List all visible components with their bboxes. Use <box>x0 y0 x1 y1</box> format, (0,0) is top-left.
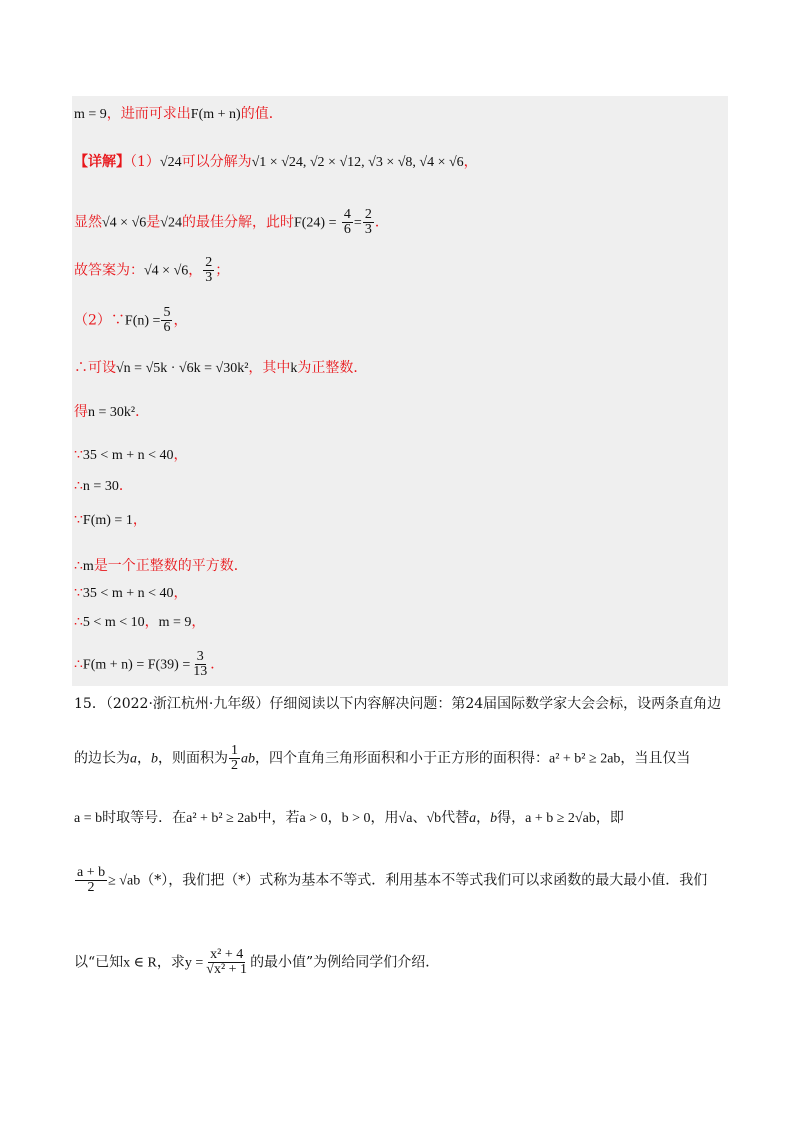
solution-line-8 <box>74 445 188 466</box>
text: ∴ <box>74 478 83 494</box>
math-b-pos: b > 0 <box>341 811 371 826</box>
text: ，求 <box>156 954 185 971</box>
math-Fn: F(n) = <box>124 313 161 329</box>
math-sqrt-b: √b <box>426 811 442 826</box>
text: ， <box>173 312 188 329</box>
math-b: b <box>151 751 158 767</box>
fraction-2-3 <box>363 208 374 237</box>
text: ∴ <box>74 614 83 630</box>
text: ， <box>137 750 151 767</box>
text: ∴ <box>74 656 83 673</box>
solution-line-7 <box>74 402 149 423</box>
text: ． <box>374 214 389 231</box>
math-F-m-n: F(m + n) = F(39) = <box>82 657 191 673</box>
text: ； <box>215 262 230 279</box>
text: 得 <box>74 404 88 420</box>
text: ， <box>173 447 188 463</box>
solution-line-5 <box>74 306 187 335</box>
math-x-in-R: x ∈ R <box>123 955 157 971</box>
math-b: b <box>490 811 498 826</box>
solution-line-9 <box>74 476 133 497</box>
math-am-gm: a + b ≥ 2√ab <box>525 811 596 826</box>
text: ， <box>188 262 203 279</box>
solution-line-6 <box>74 358 367 379</box>
math-a: a <box>130 751 137 767</box>
text: ， <box>144 614 159 630</box>
equals: = <box>353 215 362 231</box>
math-m-range: 5 < m < 10 <box>82 615 145 630</box>
text: ， <box>476 810 491 826</box>
math-sqrt4-sqrt6: √4 × √6 <box>102 215 147 231</box>
text: ，则面积为 <box>158 750 228 767</box>
solution-line-11 <box>74 556 248 577</box>
text: （*），我们把（*）式称为基本不等式．利用基本不等式我们可以求函数的最大最小值．我们 <box>140 872 708 889</box>
fraction-4-6 <box>342 208 353 237</box>
text: 是一个正整数的平方数． <box>93 558 248 574</box>
math-a: a <box>469 811 477 826</box>
text: ，其中 <box>248 360 291 376</box>
math-inequality: 35 < m + n < 40 <box>82 448 174 463</box>
text: 中，若 <box>257 810 300 826</box>
solution-line-4 <box>74 256 229 285</box>
text: （2）∵ <box>74 312 125 329</box>
denominator: 13 <box>193 664 208 679</box>
math-sqrt24: √24 <box>159 155 182 170</box>
numerator: 2 <box>364 207 372 222</box>
text: 显然 <box>74 214 102 231</box>
math-decompositions: √1 × √24, √2 × √12, √3 × √8, √4 × √6 <box>251 155 464 170</box>
denominator: 2 <box>231 758 238 773</box>
text: 为正整数． <box>297 360 368 376</box>
solution-line-10 <box>74 510 147 531</box>
math-m: m <box>82 559 94 574</box>
fraction-function <box>204 948 249 977</box>
denominator: 2 <box>87 880 95 895</box>
denominator: 3 <box>205 270 213 285</box>
text: 代替 <box>441 810 470 826</box>
solution-line-13 <box>74 612 205 633</box>
text: 的最小值”为例给同学们介绍． <box>250 954 440 971</box>
math-sqrt-a: √a <box>398 811 413 826</box>
text: 以“已知 <box>74 954 124 971</box>
math-sqrt-n: √n = √5k · √6k = √30k² <box>116 361 249 376</box>
problem-line-2 <box>74 744 734 773</box>
text: 可以分解为 <box>181 154 252 170</box>
text: ，当且仅当 <box>620 750 691 767</box>
text: ， <box>327 810 342 826</box>
math-n-30: n = 30 <box>82 479 119 494</box>
text: ∵ <box>74 512 83 528</box>
denominator: 3 <box>364 222 372 237</box>
numerator: 3 <box>196 649 204 664</box>
math-inequality: 35 < m + n < 40 <box>82 586 174 601</box>
fraction-5-6 <box>161 306 172 335</box>
solution-line-2 <box>74 152 478 173</box>
text: ∵ <box>74 447 83 463</box>
solution-line-12 <box>74 583 188 604</box>
text: ， <box>463 154 478 170</box>
text: （1） <box>130 154 160 170</box>
problem-line-1: 15．（2022·浙江杭州·九年级）仔细阅读以下内容解决问题：第24届国际数学家大会会标，设两条直角边 <box>74 696 722 712</box>
text: 是 <box>146 214 161 231</box>
text: ， <box>191 614 206 630</box>
text: ，即 <box>595 810 624 826</box>
text: ， <box>132 512 147 528</box>
text: ∵ <box>74 585 83 601</box>
fraction-1-2 <box>229 744 240 773</box>
text: ，用 <box>370 810 399 826</box>
text: 故答案为： <box>74 262 144 279</box>
denominator: 6 <box>343 222 351 237</box>
numerator: 5 <box>163 305 171 320</box>
math-a-pos: a > 0 <box>299 811 328 826</box>
math-sqrt24: √24 <box>160 215 182 231</box>
text: ∴ <box>74 558 83 574</box>
fraction-2-3 <box>203 256 214 285</box>
fraction-3-13 <box>191 650 209 679</box>
math-inequality: a² + b² ≥ 2ab <box>549 751 621 767</box>
math-F-m-plus-n: F(m + n) <box>190 107 241 122</box>
text: 的值． <box>240 106 283 122</box>
text: 时取等号．在 <box>102 810 187 826</box>
numerator: 2 <box>205 255 213 270</box>
math-y-eq: y = <box>184 955 204 971</box>
text: 的边长为 <box>74 750 130 767</box>
denominator: √x² + 1 <box>206 962 248 977</box>
solution-line-14 <box>74 650 224 679</box>
math-n-eq: n = 30k² <box>88 405 136 420</box>
math-geq-sqrt-ab: ≥ √ab <box>108 873 141 889</box>
math-a-eq-b: a = b <box>74 811 103 826</box>
math-m-eq-9: m = 9 <box>74 107 107 122</box>
numerator: x² + 4 <box>210 947 244 962</box>
numerator: 4 <box>343 207 351 222</box>
math-k: k <box>290 361 298 376</box>
math-Fm-1: F(m) = 1 <box>82 513 133 528</box>
text: ． <box>210 656 225 673</box>
text: ，四个直角三角形面积和小于正方形的面积得： <box>255 750 549 767</box>
math-ab: ab <box>241 751 255 767</box>
fraction-a-plus-b-over-2 <box>75 866 107 895</box>
numerator: 1 <box>231 743 238 758</box>
text: ， <box>173 585 188 601</box>
math-F24: F(24) = <box>293 215 337 231</box>
text: 的最佳分解，此时 <box>181 214 294 231</box>
text: ∴可设 <box>74 360 116 376</box>
problem-line-5 <box>74 948 734 977</box>
math-sqrt4-sqrt6: √4 × √6 <box>144 263 189 279</box>
solution-line-1 <box>74 104 283 125</box>
solution-line-3 <box>74 208 389 237</box>
text: ，进而可求出 <box>106 106 191 122</box>
problem-line-4 <box>74 866 734 895</box>
math-inequality: a² + b² ≥ 2ab <box>186 811 258 826</box>
math-m-9: m = 9 <box>158 615 192 630</box>
denominator: 6 <box>163 320 171 335</box>
text: ． <box>118 478 133 494</box>
detail-tag: 【详解】 <box>74 154 130 170</box>
text: 、 <box>412 810 427 826</box>
numerator: a + b <box>77 865 106 880</box>
text: 得， <box>497 810 526 826</box>
problem-line-3 <box>74 808 734 829</box>
text: ． <box>135 404 150 420</box>
